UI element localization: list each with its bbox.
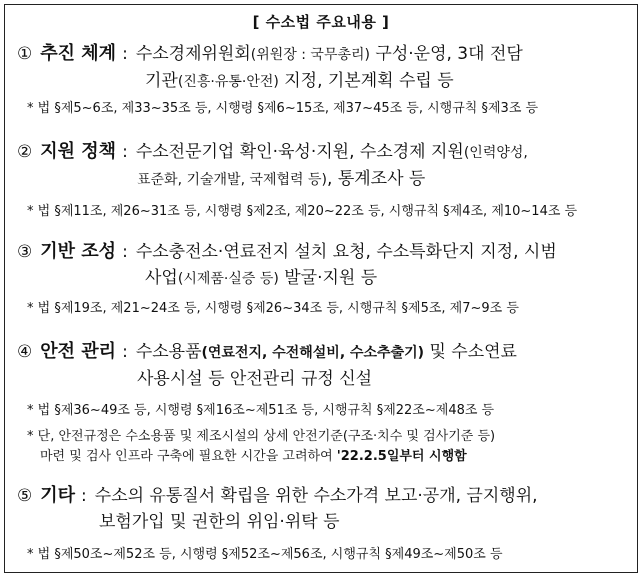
section-text: 수소의 유통질서 확립을 위한 수소가격 보고·공개, 금지행위, (94, 486, 538, 506)
section-text: 수소충전소·연료전지 설치 요청, 수소특화단지 지정, 시범 (135, 242, 557, 262)
section-text: 구성·운영, 3대 전담 (370, 44, 523, 64)
section-text-small: (시제품·실증 등) (177, 271, 279, 287)
section-line (17, 41, 629, 68)
section-note: * 법 §제36~49조 등, 시행령 §제16조~제51조 등, 시행규칙 §제22조~제48조 등 (27, 403, 495, 418)
section-text: 및 수소연료 (424, 342, 517, 362)
section-number: ② (17, 142, 33, 162)
section-text: 지정, 기본계획 수립 등 (278, 71, 454, 91)
section-text: 발굴·지원 등 (278, 268, 378, 288)
section-text: 사업 (145, 268, 178, 288)
section-safety-management (17, 339, 629, 392)
section-text-small: (위원장 : 국무총리) (250, 47, 370, 63)
section-heading: 안전 관리 (40, 341, 117, 362)
section-line (17, 166, 629, 193)
colon: : (122, 242, 128, 262)
section-heading: 지원 정책 (40, 141, 117, 162)
section-text: 수소용품 (135, 342, 202, 362)
section-text: 수소경제위원회 (135, 44, 251, 64)
section-note-detail (27, 427, 629, 467)
section-line (17, 483, 629, 509)
content-box (4, 4, 638, 573)
section-text-small: 표준화, 기술개발, 국제협력 등) (137, 172, 328, 188)
section-number: ① (17, 44, 33, 64)
section-number: ④ (17, 342, 33, 362)
section-note: * 법 §제50조~제52조 등, 시행령 §제52조~제56조, 시행규칙 §제49조~제50조 등 (27, 547, 503, 562)
section-text-small: (진흥·유통·안전) (177, 74, 279, 90)
section-line (17, 68, 629, 95)
section-text: , 통계조사 등 (327, 169, 426, 189)
colon: : (81, 486, 87, 506)
section-line (17, 239, 629, 265)
colon: : (122, 44, 128, 64)
section-number: ⑤ (17, 486, 33, 506)
note-line (27, 447, 629, 467)
section-line (17, 366, 629, 392)
section-heading: 기타 (40, 485, 76, 506)
note-text: 마련 및 검사 인프라 구축에 필요한 시간을 고려하여 (40, 449, 337, 464)
section-other (17, 483, 629, 535)
document-title: [ 수소법 주요내용 ] (252, 13, 390, 31)
section-line (17, 265, 629, 292)
section-number: ③ (17, 242, 33, 262)
section-line (17, 139, 629, 166)
note-text-bold: '22.2.5일부터 시행함 (336, 449, 467, 464)
section-heading: 추진 체계 (40, 43, 117, 64)
section-text-bold: (연료전지, 수전해설비, 수소추출기) (201, 345, 425, 361)
section-note: * 법 §제19조, 제21~24조 등, 시행령 §제26~34조 등, 시행규칙 §제5조, 제7~9조 등 (27, 301, 519, 316)
colon: : (122, 342, 128, 362)
section-text: 기관 (145, 71, 178, 91)
section-note: * 법 §제5~6조, 제33~35조 등, 시행령 §제6~15조, 제37~45조 등, 시행규칙 §제3조 등 (27, 101, 539, 116)
section-infrastructure (17, 239, 629, 292)
section-text: 보험가입 및 권한의 위임·위탁 등 (99, 512, 340, 532)
section-support-policy (17, 139, 629, 193)
section-text: 사용시설 등 안전관리 규정 신설 (137, 369, 373, 389)
section-heading: 기반 조성 (40, 241, 117, 262)
section-text: 수소전문기업 확인·육성·지원, 수소경제 지원 (135, 142, 464, 162)
section-text-small: (인력양성, (463, 145, 528, 161)
section-governance (17, 41, 629, 95)
section-line (17, 339, 629, 366)
note-line: * 단, 안전규정은 수소용품 및 제조시설의 상세 안전기준(구조·치수 및 검사기준 등) (27, 429, 496, 444)
section-note: * 법 §제11조, 제26~31조 등, 시행령 §제2조, 제20~22조 등, 시행규칙 §제4조, 제10~14조 등 (27, 204, 578, 219)
colon: : (122, 142, 128, 162)
section-line (17, 509, 629, 535)
